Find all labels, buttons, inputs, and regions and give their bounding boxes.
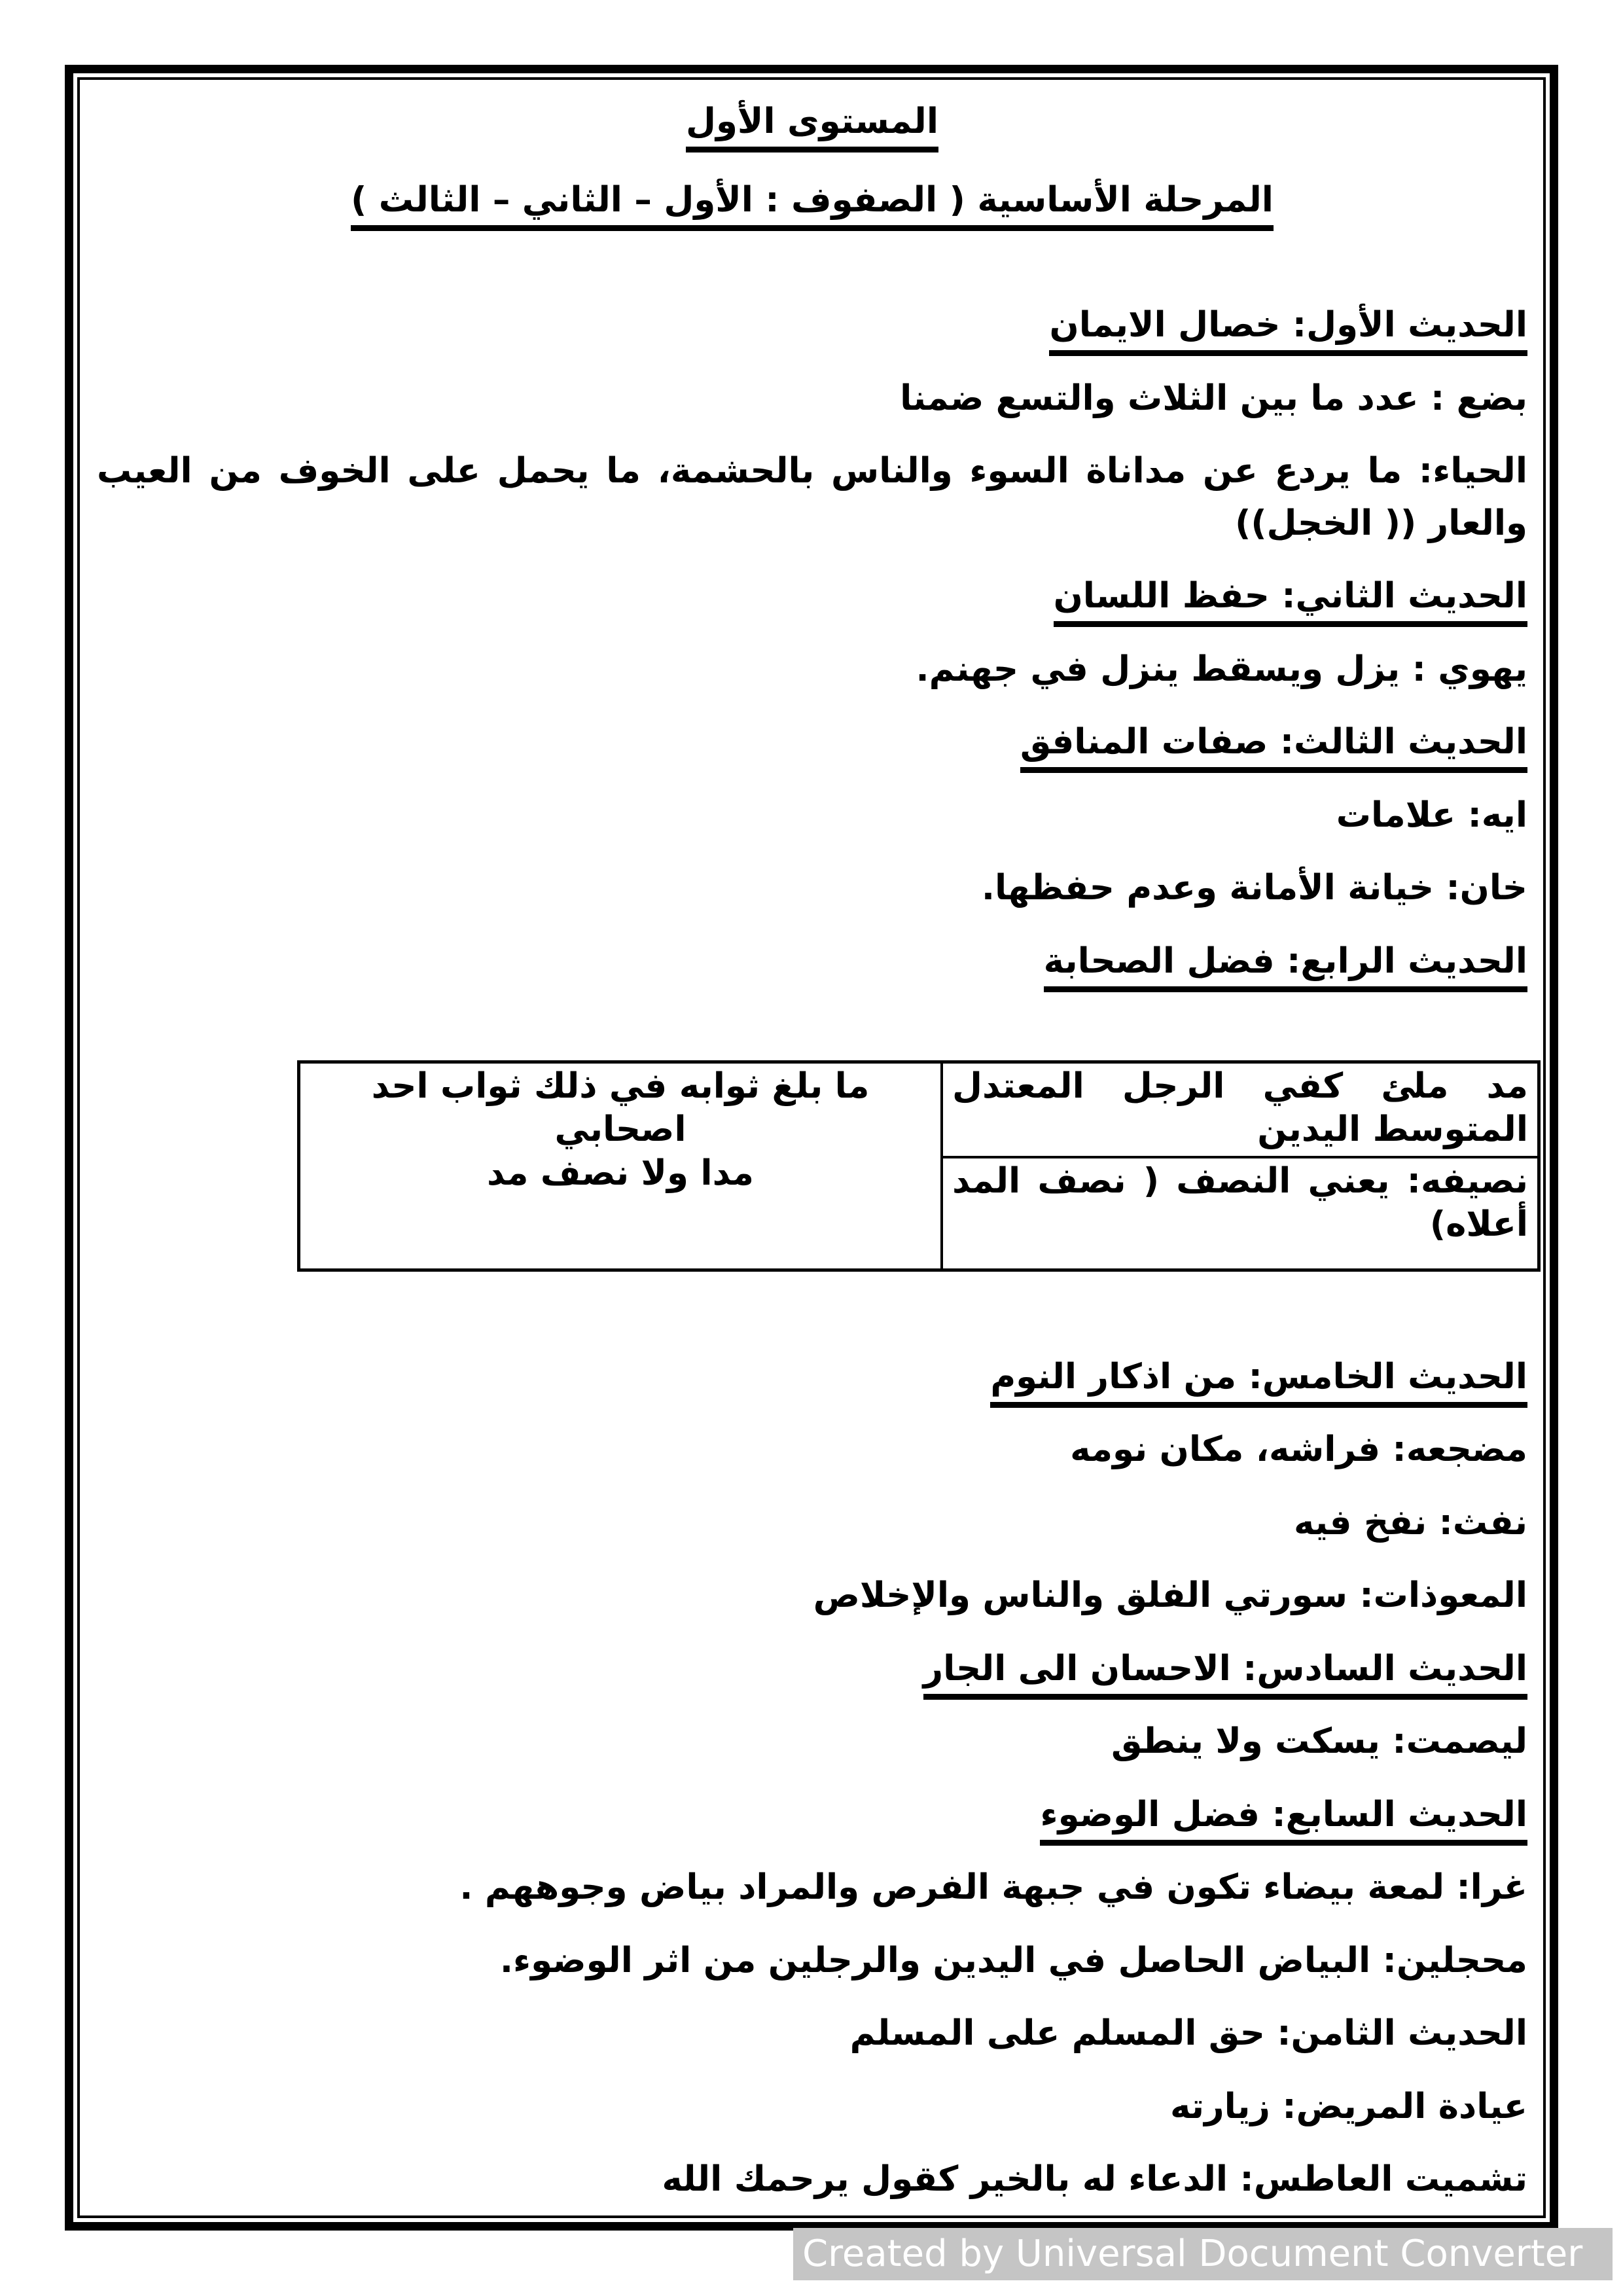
hadith-1-line-1: بضع : عدد ما بين الثلاث والتسع ضمنا xyxy=(900,378,1527,418)
stage-title xyxy=(97,174,1527,226)
hadith-8-line-2: تشميت العاطس: الدعاء له بالخير كقول يرحمك الله xyxy=(662,2159,1527,2199)
definitions-table xyxy=(297,1060,1541,1272)
table-cell-mud-definition: مد ملئ كفي الرجل المعتدل المتوسط اليدين xyxy=(942,1062,1539,1157)
hadith-7-heading-text: الحديث السابع: فضل الوضوء xyxy=(1040,1795,1527,1846)
hadith-8-line-1: عيادة المريض: زيارته xyxy=(1170,2086,1527,2126)
hadith-7-line-1: غرا: لمعة بيضاء تكون في جبهة الفرص والمراد بياض وجوههم . xyxy=(459,1867,1527,1907)
hadith-3-line-1: ايه: علامات xyxy=(1336,795,1527,835)
hadith-6-heading-text: الحديث السادس: الاحسان الى الجار xyxy=(923,1649,1527,1700)
hadith-5-heading-text: الحديث الخامس: من اذكار النوم xyxy=(990,1357,1527,1408)
level-title-text: المستوى الأول xyxy=(686,101,938,152)
hadith-2-heading-text: الحديث الثاني: حفظ اللسان xyxy=(1054,576,1527,627)
hadith-1-line-2: الحياء: ما يردع عن مداناة السوء والناس بالحشمة، ما يحمل على الخوف من العيب والعار (( الخجل)) xyxy=(97,451,1527,543)
hadith-4-heading xyxy=(97,935,1527,988)
table-merged-line-2: مدا ولا نصف مد xyxy=(486,1153,755,1193)
hadith-7-line-2: محجلين: البياض الحاصل في اليدين والرجلين من اثر الوضوء. xyxy=(499,1940,1527,1981)
hadith-3-line-2: خان: خيانة الأمانة وعدم حفظها. xyxy=(981,868,1527,908)
hadith-7-heading xyxy=(97,1789,1527,1841)
hadith-3-heading-text: الحديث الثالث: صفات المنافق xyxy=(1020,722,1527,773)
hadith-2-heading xyxy=(97,570,1527,622)
table-cell-merged-quote xyxy=(299,1062,942,1270)
stage-title-text: المرحلة الأساسية ( الصفوف : الأول – الثاني – الثالث ) xyxy=(351,180,1274,231)
hadith-5-line-2: نفث: نفخ فيه xyxy=(1294,1502,1527,1543)
hadith-1-heading-text: الحديث الأول: خصال الايمان xyxy=(1049,305,1527,356)
page-border-inner xyxy=(77,77,1546,2218)
hadith-6-heading xyxy=(97,1643,1527,1695)
hadith-4-heading-text: الحديث الرابع: فضل الصحابة xyxy=(1044,941,1527,992)
hadith-3-heading xyxy=(97,716,1527,768)
hadith-8-heading: الحديث الثامن: حق المسلم على المسلم xyxy=(849,2013,1527,2053)
hadith-5-line-1: مضجعه: فراشه، مكان نومه xyxy=(1070,1429,1527,1469)
table-merged-line-1: ما بلغ ثوابه في ذلك ثواب احد اصحابي xyxy=(371,1066,870,1150)
hadith-5-line-3: المعوذات: سورتي الفلق والناس والإخلاص xyxy=(813,1575,1527,1615)
hadith-6-line-1: ليصمت: يسكت ولا ينطق xyxy=(1111,1721,1527,1761)
hadith-5-heading xyxy=(97,1351,1527,1403)
table-row-1 xyxy=(299,1062,1539,1157)
document-content xyxy=(80,80,1543,2215)
watermark-text: Created by Universal Document Converter xyxy=(802,2233,1583,2275)
page-border-outer xyxy=(65,65,1558,2231)
watermark-bar xyxy=(793,2228,1613,2280)
hadith-1-heading xyxy=(97,299,1527,351)
level-title xyxy=(97,96,1527,148)
table-cell-naseef-definition: نصيفه: يعني النصف ( نصف المد أعلاه) xyxy=(942,1157,1539,1270)
hadith-2-line-1: يهوي : يزل ويسقط ينزل في جهنم. xyxy=(916,649,1527,689)
